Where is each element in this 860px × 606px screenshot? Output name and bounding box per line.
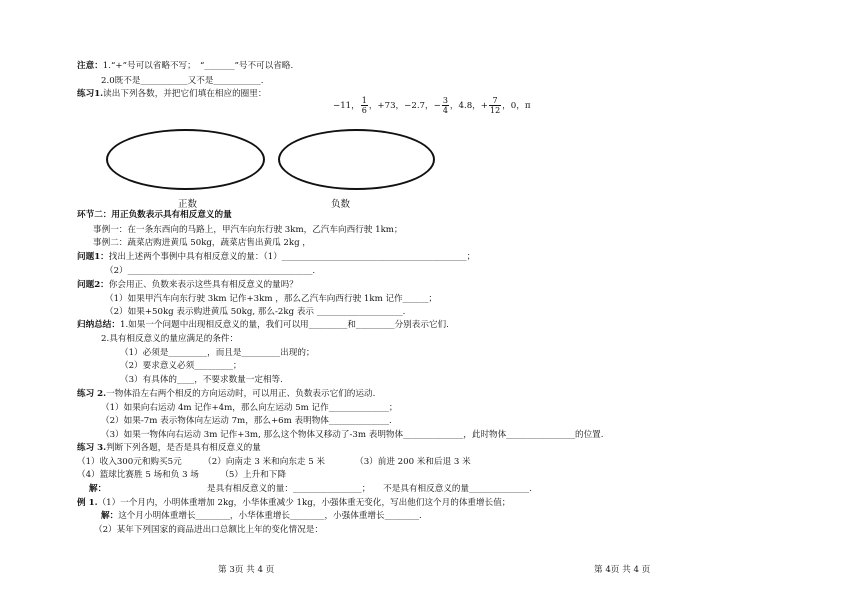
positive-number-circle[interactable] [106, 129, 265, 190]
exercise-2-label: 练习 2. [77, 389, 107, 399]
example-1-part-2: （2）某年下列国家的商品进出口总额比上年的变化情况是： [94, 525, 323, 535]
exercise-3-label: 练习 3. [77, 443, 107, 453]
summary-line-1: 1.如果一个问题中出现相反意义的量，我们可以用_________和_________分别表示它们. [119, 320, 449, 330]
exercise-2-line-1: （1）如果向右运动 4m 记作+4m，那么向左运动 5m 记作______________； [101, 403, 398, 413]
note-label: 注意： [77, 61, 103, 71]
question-2 [77, 280, 298, 291]
exercise-3-answer-label: 解： [89, 484, 107, 494]
page-number-right: 第 4页 共 4 页 [594, 565, 651, 575]
exercise-3-text: 判断下列各题，是否是具有相反意义的量 [106, 443, 261, 453]
question-2-text: 你会用正、负数来表示这些具有相反意义的量吗？ [108, 280, 298, 290]
fraction-denominator: 4 [442, 106, 448, 115]
fraction-three-quarters [442, 96, 449, 115]
exercise-2-line-3: （3）如果一物体向右运动 3m 记作+3m, 那么这个物体又移动了-3m 表明物体______________，此时物体________________的位置. [101, 430, 604, 440]
example-1-answer-label: 解： [101, 511, 119, 521]
summary-line-4: （2）要求意义必须_________； [120, 361, 242, 371]
exercise-3-row-2: （4）篮球比赛胜 5 场和负 3 场 （5）上升和下降 [77, 470, 286, 480]
positive-circle-label: 正数 [178, 199, 198, 210]
summary-label: 归纳总结： [77, 320, 120, 330]
question-2-label: 问题2： [77, 280, 109, 290]
summary-line-2: 2.具有相反意义的量应满足的条件： [101, 334, 239, 344]
summary-line-5: （3）有具体的____，不要求数量一定相等. [120, 375, 283, 385]
negative-circle-label: 负数 [331, 199, 351, 210]
case-1: 事例一：在一条东西向的马路上，甲汽车向东行驶 3km，乙汽车向西行驶 1km； [93, 225, 403, 235]
number-part: −11， [333, 101, 360, 111]
fraction-denominator: 12 [489, 106, 501, 115]
example-1-answer-text: 这个月小明体重增长________，小华体重增长________，小强体重增长________. [118, 511, 422, 521]
exercise-3 [77, 443, 261, 454]
note-line-1 [77, 61, 293, 72]
fraction-numerator: 1 [361, 96, 367, 105]
number-part: ，0，π [502, 101, 531, 111]
number-part: ，4.8，+ [449, 101, 488, 111]
example-1-text: （1）一个月内，小明体重增加 2kg，小华体重减少 1kg，小强体重无变化，写出他们这个月的体重增长值； [97, 498, 511, 508]
note-line-2: 2.0既不是___________又不是___________. [101, 76, 264, 86]
example-1-answer [101, 511, 422, 522]
case-2: 事例二：蔬菜店购进黄瓜 50kg，蔬菜店售出黄瓜 2kg ， [93, 238, 311, 248]
summary [77, 320, 449, 331]
fraction-one-sixth [361, 96, 368, 115]
number-part: ，+73，−2.7，− [368, 101, 441, 111]
question-2-line-2: （2）如果+50kg 表示购进黄瓜 50kg, 那么-2kg 表示 ____________________. [105, 307, 406, 317]
question-1-line-2: （2）___________________________________________. [105, 266, 316, 276]
question-1-text: 找出上述两个事例中具有相反意义的量：（1）___________________________________________； [108, 252, 476, 262]
exercise-2-text: 一物体沿左右两个相反的方向运动时，可以用正、负数表示它们的运动. [106, 389, 376, 399]
exercise-3-row-1: （1）收入300元和购买5元 （2）向南走 3 米和向东走 5 米 （3）前进 200 米和后退 3 米 [77, 457, 471, 467]
section-2-title: 环节二：用正负数表示具有相反意义的量 [77, 210, 232, 220]
question-1-label: 问题1： [77, 252, 109, 262]
fraction-seven-twelfths [489, 96, 501, 115]
fraction-numerator: 7 [489, 96, 501, 106]
example-1 [77, 498, 510, 509]
note-text-1: 1.“+”号可以省略不写； “_______”号不可以省略. [102, 61, 294, 71]
exercise-1 [77, 89, 266, 100]
exercise-2 [77, 389, 375, 400]
fraction-numerator: 3 [442, 96, 448, 105]
exercise-1-text: 读出下列各数，并把它们填在相应的圈里： [103, 89, 267, 99]
question-2-line-1: （1）如果甲汽车向东行驶 3km 记作+3km ，那么乙汽车向西行驶 1km 记作______； [105, 294, 438, 304]
negative-number-circle[interactable] [278, 129, 435, 190]
fraction-denominator: 6 [361, 106, 367, 115]
exercise-3-answer-text: 是具有相反意义的量：________________； 不是具有相反意义的量______________. [207, 484, 532, 494]
question-1 [77, 252, 475, 263]
exercise-2-line-2: （2）如果-7m 表示物体向左运动 7m，那么+6m 表明物体______________. [101, 416, 392, 426]
page-number-left: 第 3页 共 4 页 [218, 565, 275, 575]
number-list [333, 96, 530, 115]
example-1-label: 例 1. [77, 498, 98, 508]
summary-line-3: （1）必须是_________，而且是_________出现的； [120, 348, 315, 358]
exercise-1-label: 练习1. [77, 89, 104, 99]
